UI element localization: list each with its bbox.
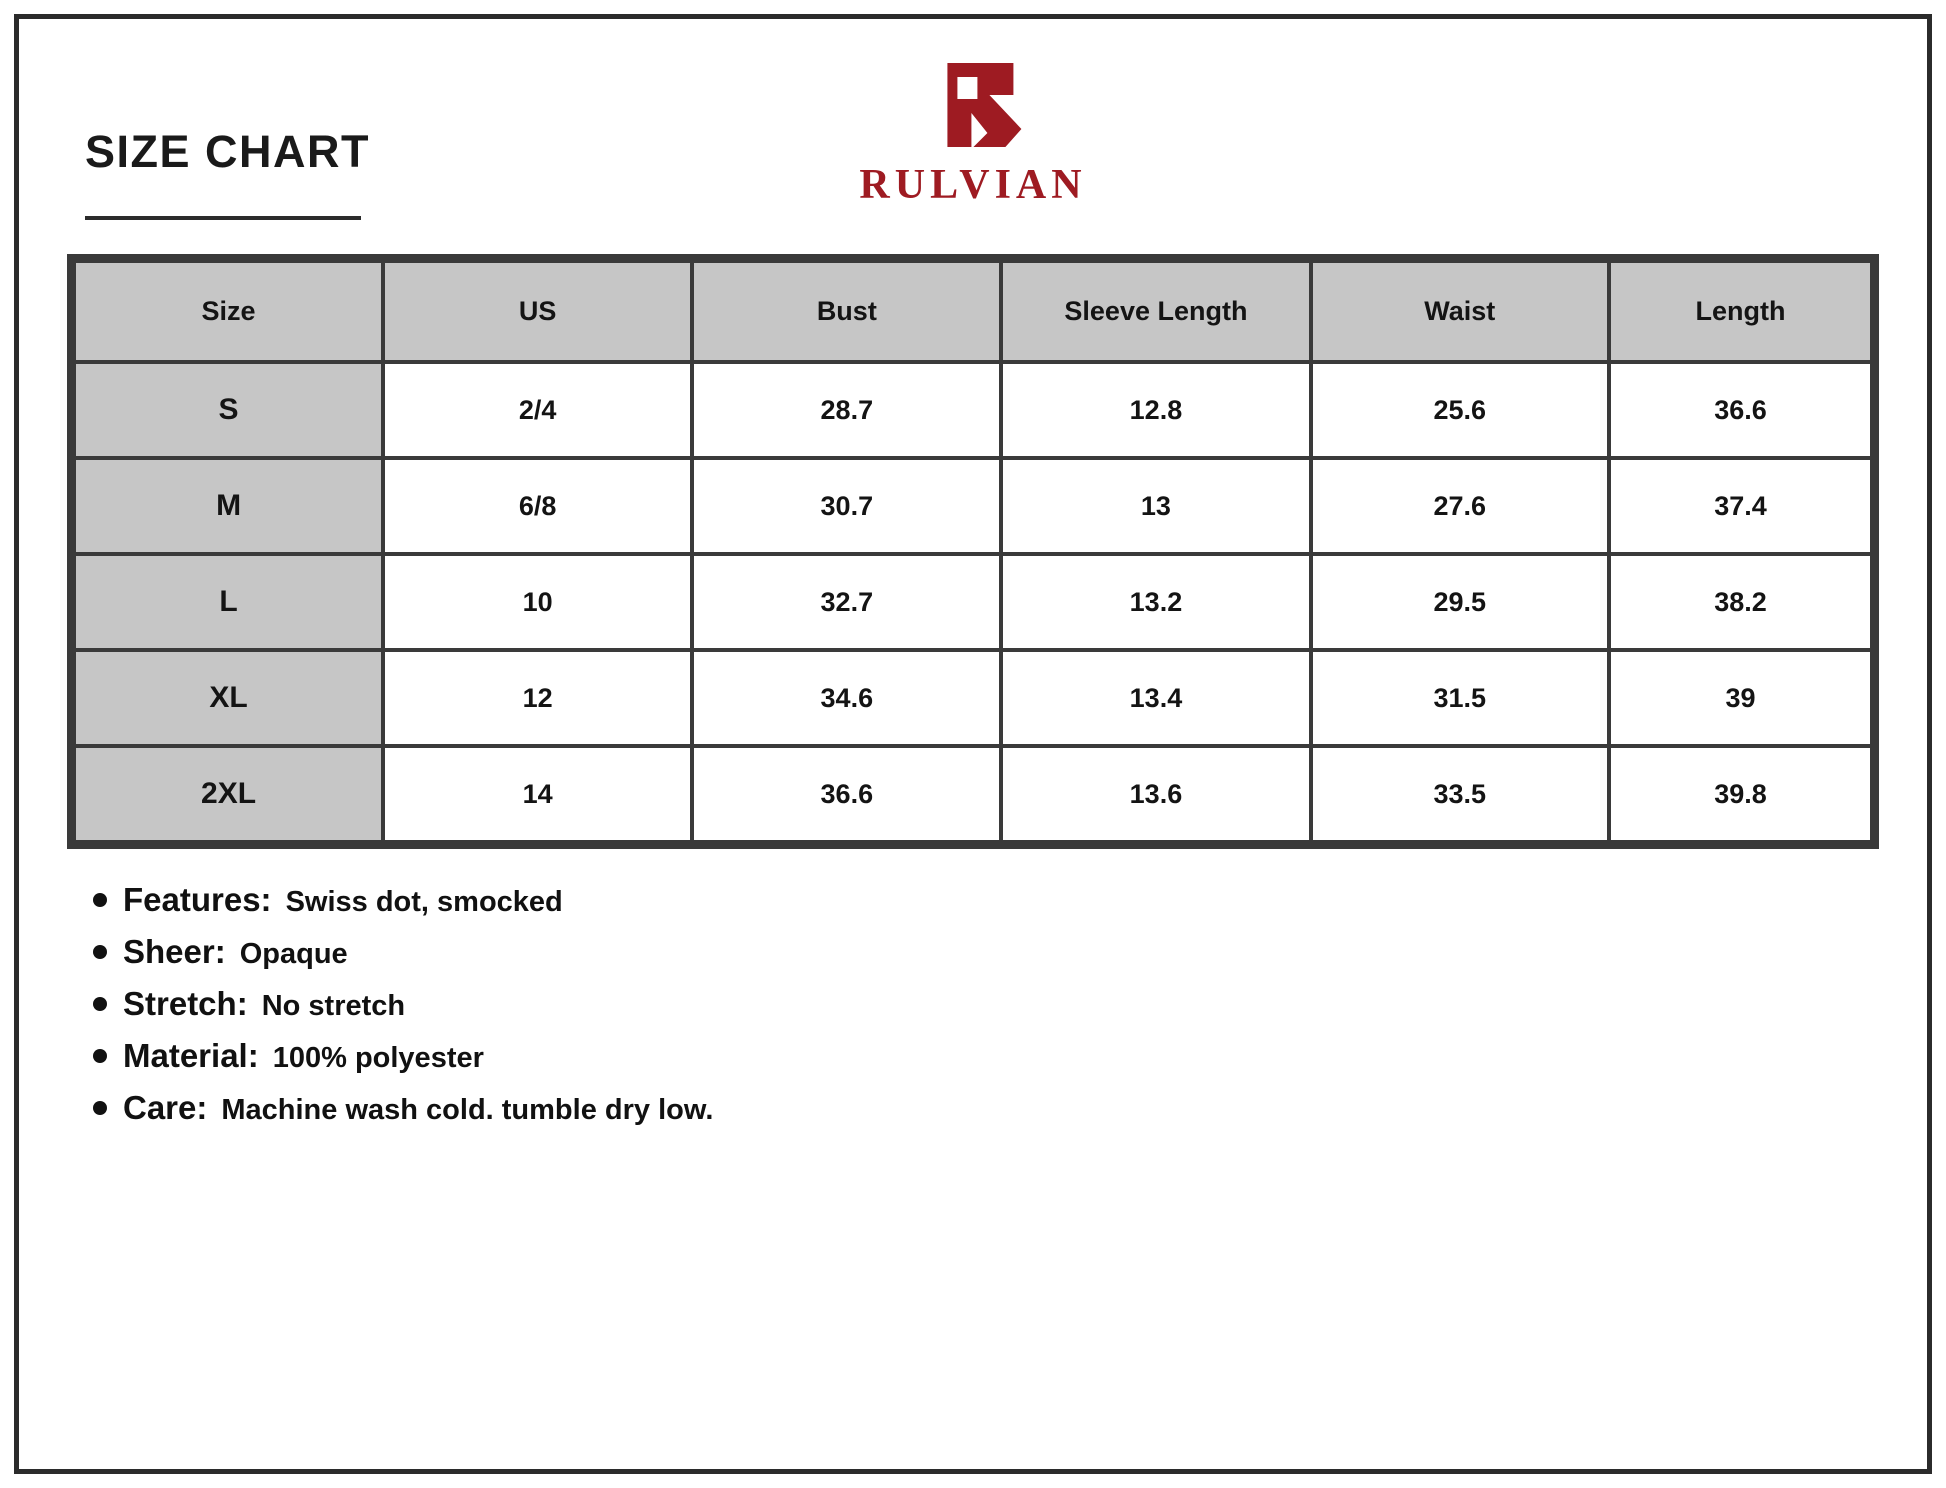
cell-bust: 36.6 xyxy=(694,748,999,840)
column-header-sleeve: Sleeve Length xyxy=(1003,263,1308,360)
note-label: Features: xyxy=(123,881,272,918)
cell-size: 2XL xyxy=(76,748,381,840)
cell-us: 6/8 xyxy=(385,460,690,552)
brand-name: RULVIAN xyxy=(859,162,1087,208)
cell-sleeve: 12.8 xyxy=(1003,364,1308,456)
cell-us: 10 xyxy=(385,556,690,648)
column-header-bust: Bust xyxy=(694,263,999,360)
bullet-icon xyxy=(93,945,107,959)
cell-size: XL xyxy=(76,652,381,744)
list-item xyxy=(93,881,1927,919)
size-table xyxy=(72,259,1874,844)
cell-sleeve: 13 xyxy=(1003,460,1308,552)
note-label: Care: xyxy=(123,1089,208,1126)
table-row xyxy=(76,748,1870,840)
cell-sleeve: 13.4 xyxy=(1003,652,1308,744)
cell-length: 39.8 xyxy=(1611,748,1870,840)
table-row xyxy=(76,652,1870,744)
cell-size: S xyxy=(76,364,381,456)
bullet-icon xyxy=(93,997,107,1011)
list-item xyxy=(93,1037,1927,1075)
table-row xyxy=(76,556,1870,648)
cell-us: 12 xyxy=(385,652,690,744)
note-label: Material: xyxy=(123,1037,259,1074)
table-row xyxy=(76,364,1870,456)
note-value: Swiss dot, smocked xyxy=(285,886,563,918)
cell-bust: 30.7 xyxy=(694,460,999,552)
column-header-size: Size xyxy=(76,263,381,360)
note-label: Sheer: xyxy=(123,933,226,970)
bullet-icon xyxy=(93,1049,107,1063)
product-notes xyxy=(93,881,1927,1127)
column-header-length: Length xyxy=(1611,263,1870,360)
size-table-container xyxy=(67,254,1879,849)
cell-length: 39 xyxy=(1611,652,1870,744)
page-border xyxy=(14,14,1932,1474)
bullet-icon xyxy=(93,1101,107,1115)
cell-length: 38.2 xyxy=(1611,556,1870,648)
title-block xyxy=(85,126,370,220)
column-header-waist: Waist xyxy=(1313,263,1607,360)
table-header-row xyxy=(76,263,1870,360)
column-header-us: US xyxy=(385,263,690,360)
cell-waist: 27.6 xyxy=(1313,460,1607,552)
brand-block xyxy=(859,55,1086,209)
cell-bust: 28.7 xyxy=(694,364,999,456)
rulvian-r-logo-icon xyxy=(913,55,1033,155)
cell-waist: 33.5 xyxy=(1313,748,1607,840)
header xyxy=(19,19,1927,254)
note-label: Stretch: xyxy=(123,985,248,1022)
cell-sleeve: 13.2 xyxy=(1003,556,1308,648)
note-value: No stretch xyxy=(261,990,406,1022)
cell-length: 37.4 xyxy=(1611,460,1870,552)
list-item xyxy=(93,1089,1927,1127)
cell-waist: 31.5 xyxy=(1313,652,1607,744)
list-item xyxy=(93,985,1927,1023)
title-underline xyxy=(85,216,361,220)
cell-size: L xyxy=(76,556,381,648)
list-item xyxy=(93,933,1927,971)
cell-us: 14 xyxy=(385,748,690,840)
cell-waist: 25.6 xyxy=(1313,364,1607,456)
table-row xyxy=(76,460,1870,552)
note-value: Machine wash cold. tumble dry low. xyxy=(221,1094,714,1126)
note-value: 100% polyester xyxy=(272,1042,484,1074)
bullet-icon xyxy=(93,893,107,907)
cell-length: 36.6 xyxy=(1611,364,1870,456)
cell-bust: 34.6 xyxy=(694,652,999,744)
page-title: SIZE CHART xyxy=(85,126,370,177)
cell-us: 2/4 xyxy=(385,364,690,456)
cell-bust: 32.7 xyxy=(694,556,999,648)
cell-waist: 29.5 xyxy=(1313,556,1607,648)
note-value: Opaque xyxy=(239,938,348,970)
cell-sleeve: 13.6 xyxy=(1003,748,1308,840)
cell-size: M xyxy=(76,460,381,552)
